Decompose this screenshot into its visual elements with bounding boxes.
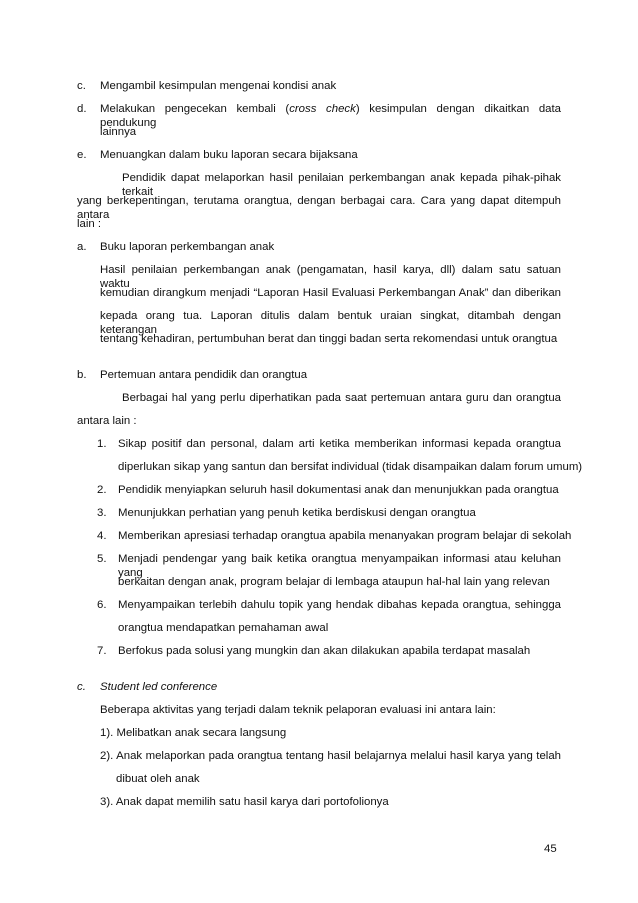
list-item-continuation: diperlukan sikap yang santun dan bersifat individual (tidak disampaikan dalam forum umum) — [118, 461, 583, 473]
list-item: Pendidik menyiapkan seluruh hasil dokumentasi anak dan menunjukkan pada orangtua — [118, 484, 559, 496]
list-marker: c. — [77, 80, 86, 92]
section-marker: c. — [77, 681, 86, 693]
list-marker: d. — [77, 103, 87, 115]
list-item-continuation: berkaitan dengan anak, program belajar di lembaga ataupun hal-hal lain yang relevan — [118, 576, 550, 588]
section-title: Buku laporan perkembangan anak — [100, 241, 275, 253]
list-item: 3). Anak dapat memilih satu hasil karya dari portofolionya — [100, 796, 389, 808]
list-number: 1. — [97, 438, 107, 450]
list-number: 3. — [97, 507, 107, 519]
list-item: Berfokus pada solusi yang mungkin dan akan dilakukan apabila terdapat masalah — [118, 645, 531, 657]
section-marker: a. — [77, 241, 87, 253]
paragraph-line: yang berkepentingan, terutama orangtua, dengan berbagai cara. Cara yang dapat ditempuh antara — [77, 195, 561, 221]
list-item: 2). Anak melaporkan pada orangtua tentang hasil belajarnya melalui hasil karya yang telah — [100, 750, 561, 762]
list-item: Sikap positif dan personal, dalam arti ketika memberikan informasi kepada orangtua — [118, 438, 561, 450]
section-title: Pertemuan antara pendidik dan orangtua — [100, 369, 308, 381]
section-marker: b. — [77, 369, 87, 381]
list-item: Menjadi pendengar yang baik ketika orangtua menyampaikan informasi atau keluhan yang — [118, 553, 561, 579]
list-item: 1). Melibatkan anak secara langsung — [100, 727, 287, 739]
paragraph-line: tentang kehadiran, pertumbuhan berat dan tinggi badan serta rekomendasi untuk orangtua — [100, 333, 558, 345]
paragraph-line: Pendidik dapat melaporkan hasil penilaian perkembangan anak kepada pihak-pihak terkait — [122, 172, 561, 198]
list-marker: e. — [77, 149, 87, 161]
list-item-continuation: dibuat oleh anak — [116, 773, 200, 785]
list-number: 4. — [97, 530, 107, 542]
section-title: Student led conference — [100, 681, 218, 693]
list-item: Melakukan pengecekan kembali (cross check) kesimpulan dengan dikaitkan data pendukung — [100, 103, 562, 129]
list-item: Menyampaikan terlebih dahulu topik yang hendak dibahas kepada orangtua, sehingga — [118, 599, 561, 611]
page-number: 45 — [544, 843, 557, 855]
list-number: 6. — [97, 599, 107, 611]
paragraph-line: lain : — [77, 218, 102, 230]
paragraph-line: Beberapa aktivitas yang terjadi dalam teknik pelaporan evaluasi ini antara lain: — [100, 704, 496, 716]
list-number: 2. — [97, 484, 107, 496]
paragraph-line: kepada orang tua. Laporan ditulis dalam bentuk uraian singkat, ditambah dengan keterangan — [100, 310, 561, 336]
list-number: 5. — [97, 553, 107, 565]
paragraph-line: antara lain : — [77, 415, 137, 427]
list-item: Menunjukkan perhatian yang penuh ketika berdiskusi dengan orangtua — [118, 507, 476, 519]
paragraph-line: Hasil penilaian perkembangan anak (pengamatan, hasil karya, dll) dalam satu satuan waktu — [100, 264, 561, 290]
list-item: Mengambil kesimpulan mengenai kondisi anak — [100, 80, 337, 92]
list-number: 7. — [97, 645, 107, 657]
list-item: Memberikan apresiasi terhadap orangtua apabila menanyakan program belajar di sekolah — [118, 530, 572, 542]
list-item-continuation: orangtua mendapatkan pemahaman awal — [118, 622, 329, 634]
paragraph-line: Berbagai hal yang perlu diperhatikan pada saat pertemuan antara guru dan orangtua — [122, 392, 561, 404]
list-item: Menuangkan dalam buku laporan secara bijaksana — [100, 149, 358, 161]
paragraph-line: kemudian dirangkum menjadi “Laporan Hasil Evaluasi Perkembangan Anak” dan diberikan — [100, 287, 561, 299]
list-item-continuation: lainnya — [100, 126, 137, 138]
